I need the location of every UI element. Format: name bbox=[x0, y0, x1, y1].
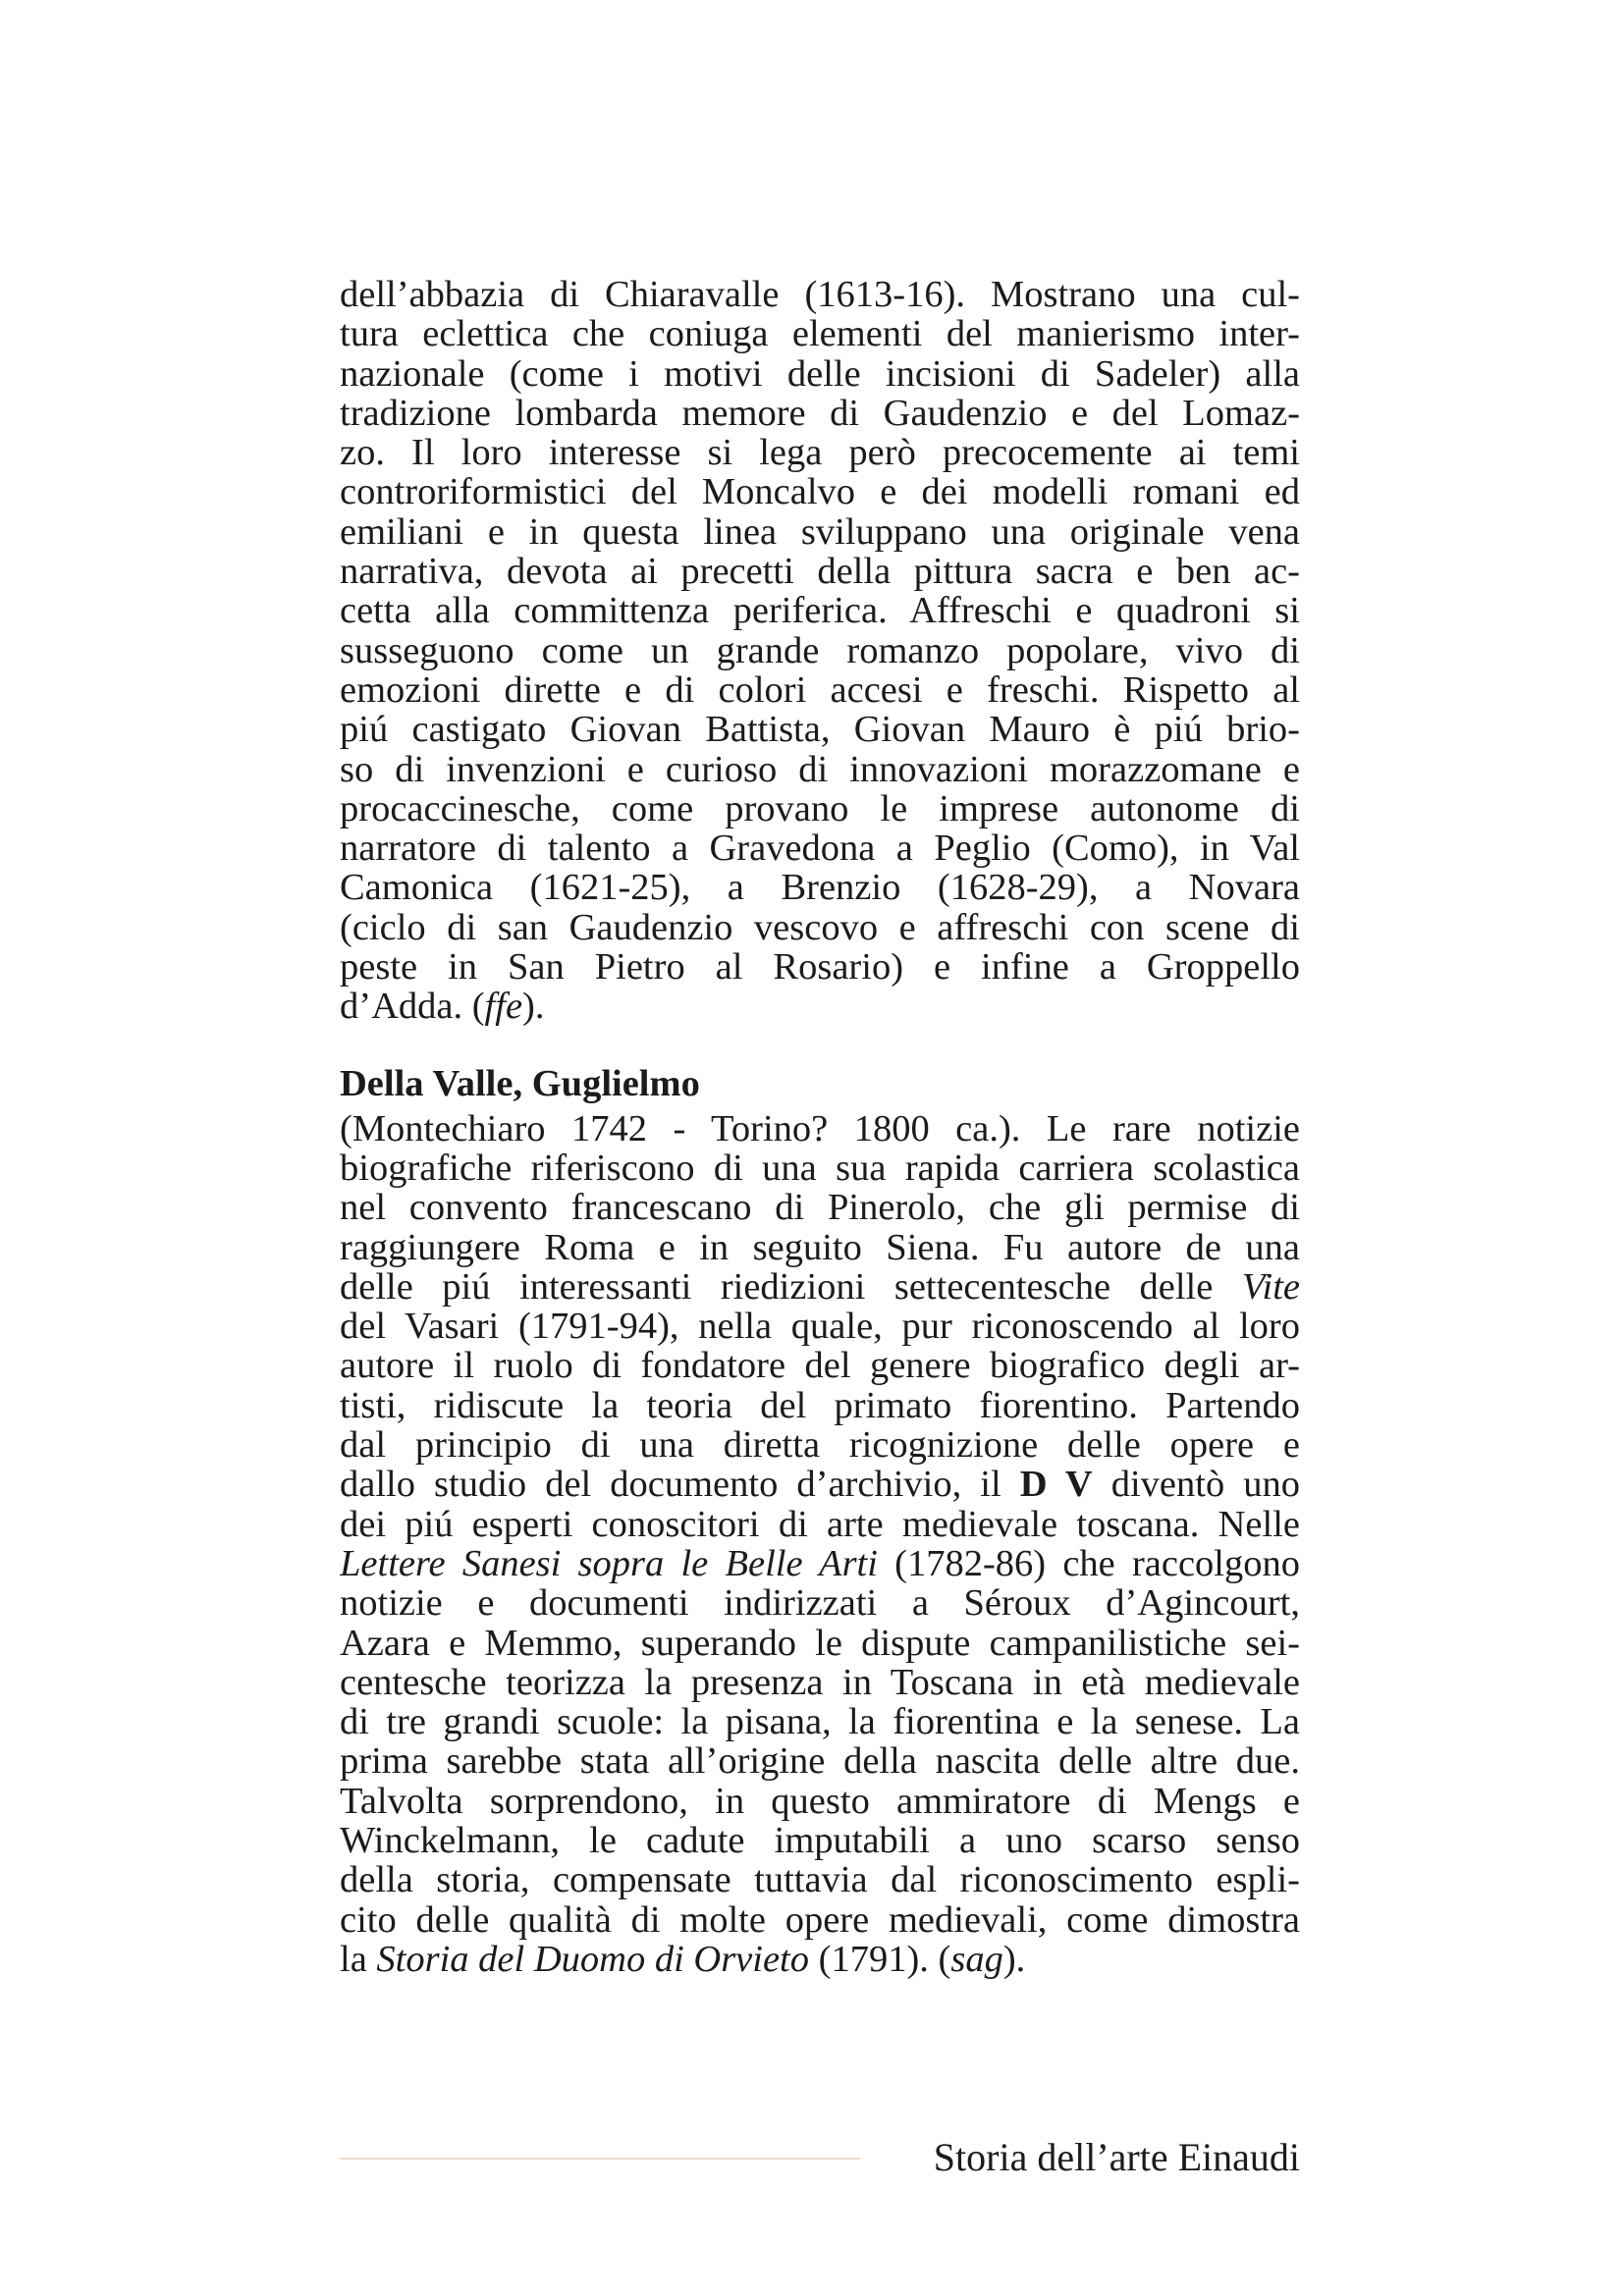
text-line: tradizione lombarda memore di Gaudenzio e del Lomaz- bbox=[340, 393, 1300, 434]
text-line: biografiche riferiscono di una sua rapida carriera scolastica bbox=[340, 1148, 1300, 1189]
text-line: piú castigato Giovan Battista, Giovan Mauro è piú brio- bbox=[340, 710, 1300, 750]
text-line: susseguono come un grande romanzo popolare, vivo di bbox=[340, 630, 1300, 670]
text-line: nel convento francescano di Pinerolo, che gli permise di bbox=[340, 1188, 1300, 1228]
text-line: cetta alla committenza periferica. Affreschi e quadroni si bbox=[340, 591, 1300, 631]
text-line: emiliani e in questa linea sviluppano una originale vena bbox=[340, 511, 1300, 553]
text-line: prima sarebbe stata all’origine della nascita delle altre due. bbox=[340, 1741, 1300, 1782]
text-line: dal principio di una diretta ricognizione delle opere e bbox=[340, 1425, 1300, 1466]
book-title: Storia del Duomo di Orvieto bbox=[376, 1939, 809, 1980]
text-line: tisti, ridiscute la teoria del primato fiorentino. Partendo bbox=[340, 1385, 1300, 1426]
text-line: del Vasari (1791-94), nella quale, pur riconoscendo al loro bbox=[340, 1307, 1300, 1347]
text-line: emozioni dirette e di colori accesi e freschi. Rispetto al bbox=[340, 669, 1300, 711]
text-fragment: ). bbox=[522, 987, 545, 1027]
text-fragment: dallo studio del documento d’archivio, il bbox=[340, 1465, 1020, 1505]
text-fragment: (1782-86) che raccolgono bbox=[877, 1543, 1300, 1584]
text-line: procaccinesche, come provano le imprese autonome di bbox=[340, 788, 1300, 829]
page-footer bbox=[340, 2130, 1300, 2189]
text-line: Talvolta sorprendono, in questo ammiratore di Mengs e bbox=[340, 1781, 1300, 1821]
entry-heading: Della Valle, Guglielmo bbox=[340, 1062, 700, 1104]
text-fragment: d’Adda. ( bbox=[340, 987, 485, 1027]
text-fragment: la bbox=[340, 1939, 377, 1980]
text-fragment: ). bbox=[1002, 1939, 1026, 1980]
text-line: narrativa, devota ai precetti della pittura sacra e ben ac- bbox=[340, 552, 1300, 592]
text-line: autore il ruolo di fondatore del genere biografico degli ar- bbox=[340, 1346, 1300, 1386]
text-line: (Montechiaro 1742 - Torino? 1800 ca.). Le rare notizie bbox=[340, 1108, 1300, 1148]
text-line: nazionale (come i motivi delle incisioni di Sadeler) alla bbox=[340, 353, 1300, 394]
text-line: cito delle qualità di molte opere medievali, come dimostra bbox=[340, 1899, 1300, 1940]
text-line: so di invenzioni e curioso di innovazioni morazzomane e bbox=[340, 749, 1300, 789]
text-line: (ciclo di san Gaudenzio vescovo e affreschi con scene di bbox=[340, 907, 1300, 948]
book-title: Vite bbox=[1241, 1266, 1300, 1308]
text-line: della storia, compensate tuttavia dal riconoscimento espli- bbox=[340, 1860, 1300, 1900]
book-title: Lettere Sanesi sopra le Belle Arti bbox=[340, 1543, 878, 1584]
text-fragment: diventò uno bbox=[1092, 1465, 1300, 1505]
author-abbreviation: D V bbox=[1019, 1465, 1093, 1505]
text-line: dell’abbazia di Chiaravalle (1613-16). Mostrano una cul- bbox=[340, 275, 1300, 315]
text-line bbox=[340, 987, 1300, 1026]
text-line: centesche teorizza la presenza in Toscana in età medievale bbox=[340, 1662, 1300, 1703]
text-line: peste in San Pietro al Rosario) e infine a Groppello bbox=[340, 947, 1300, 988]
page-body bbox=[340, 275, 1300, 1979]
text-line: Camonica (1621-25), a Brenzio (1628-29), a Novara bbox=[340, 868, 1300, 908]
text-line: dei piú esperti conoscitori di arte medievale toscana. Nelle bbox=[340, 1504, 1300, 1544]
text-line: Winckelmann, le cadute imputabili a uno scarso senso bbox=[340, 1820, 1300, 1861]
text-line: raggiungere Roma e in seguito Siena. Fu autore de una bbox=[340, 1227, 1300, 1267]
text-line: narratore di talento a Gravedona a Peglio (Como), in Val bbox=[340, 828, 1300, 869]
entry-body-continued bbox=[340, 275, 1300, 1027]
footer-rule bbox=[340, 2158, 860, 2160]
text-line: zo. Il loro interesse si lega però precocemente ai temi bbox=[340, 433, 1300, 473]
text-fragment: (1791). ( bbox=[809, 1939, 951, 1980]
text-line bbox=[340, 1465, 1300, 1504]
text-line: di tre grandi scuole: la pisana, la fiorentina e la senese. La bbox=[340, 1702, 1300, 1742]
text-line: Azara e Memmo, superando le dispute campanilistiche sei- bbox=[340, 1623, 1300, 1663]
text-line: notizie e documenti indirizzati a Séroux d’Agincourt, bbox=[340, 1583, 1300, 1624]
text-line bbox=[340, 1940, 1300, 1979]
text-line: tura eclettica che coniuga elementi del manierismo inter- bbox=[340, 314, 1300, 354]
publication-title: Storia dell’arte Einaudi bbox=[933, 2135, 1300, 2179]
author-signature: ffe bbox=[484, 987, 523, 1027]
entry-body bbox=[340, 1109, 1300, 1980]
author-signature: sag bbox=[950, 1939, 1003, 1980]
text-line bbox=[340, 1544, 1300, 1583]
text-line: controriformistici del Moncalvo e dei modelli romani ed bbox=[340, 472, 1300, 512]
text-line bbox=[340, 1267, 1300, 1307]
text-fragment: delle piú interessanti riedizioni settecentesche delle bbox=[340, 1266, 1242, 1308]
